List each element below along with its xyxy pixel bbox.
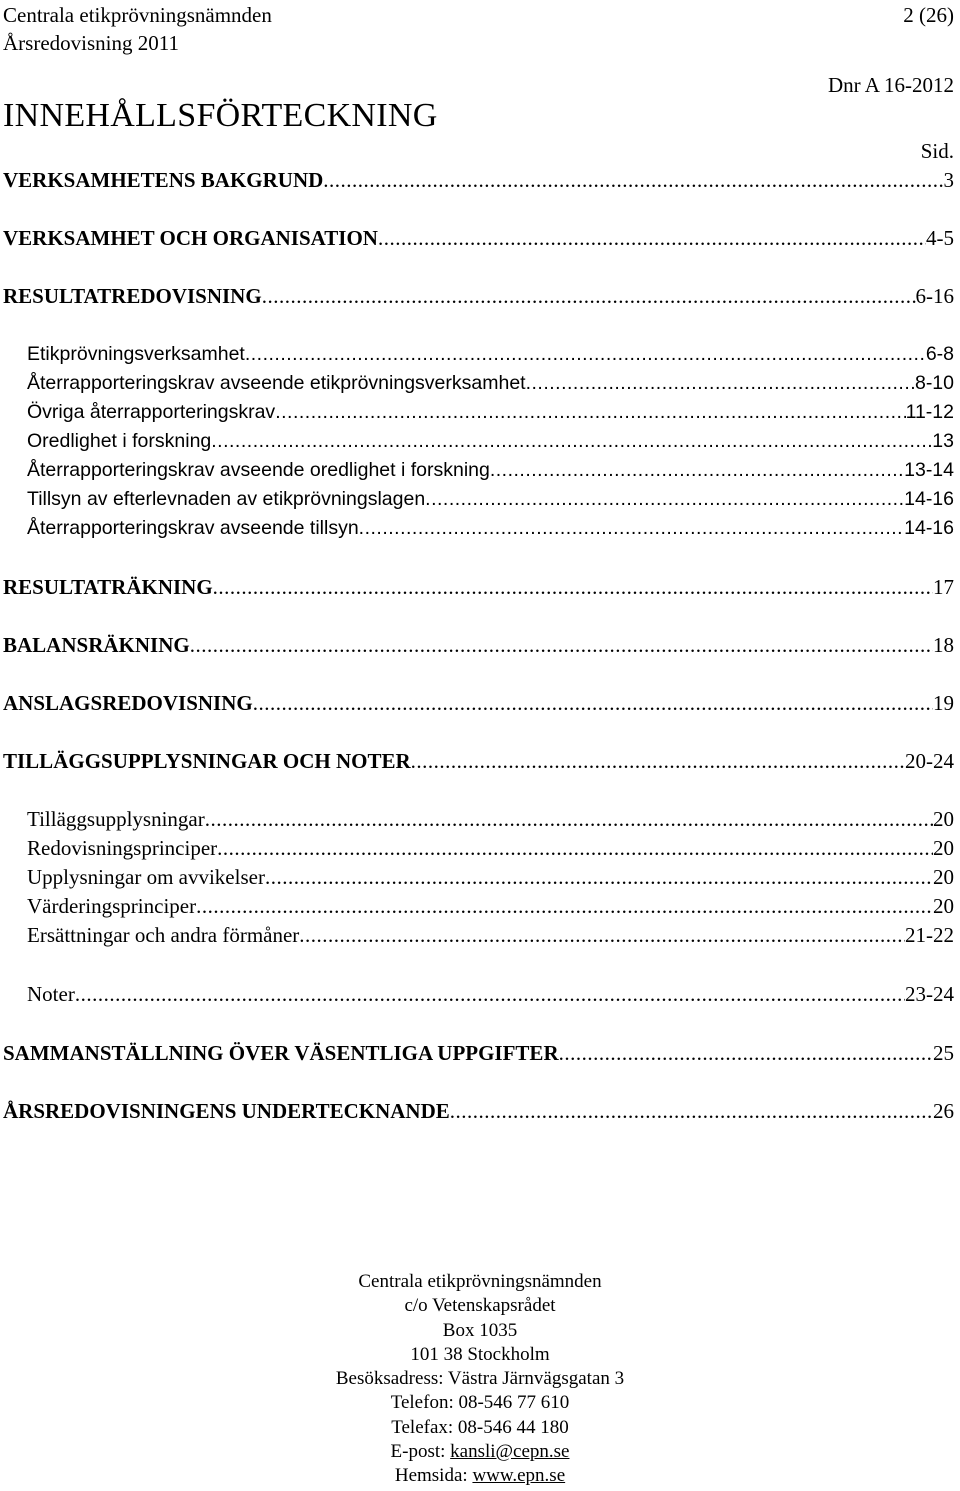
toc-entry-page: 20	[933, 836, 954, 860]
dot-leader	[190, 632, 933, 658]
toc-entry[interactable]	[3, 1040, 954, 1066]
dot-leader	[490, 457, 904, 483]
toc-entry-page: 18	[933, 633, 954, 657]
toc-entry[interactable]	[27, 835, 954, 861]
dot-leader	[265, 864, 933, 890]
toc-entry-label: Återrapporteringskrav avseende oredlighet i forskning	[27, 459, 490, 481]
toc-entry[interactable]	[27, 428, 954, 454]
toc-entry[interactable]	[3, 748, 954, 774]
toc-entry-label: TILLÄGGSUPPLYSNINGAR OCH NOTER	[3, 749, 411, 773]
toc-entry-page: 11-12	[905, 401, 954, 423]
toc-entry-label: ANSLAGSREDOVISNING	[3, 691, 253, 715]
toc-entry-page: 17	[933, 575, 954, 599]
dot-leader	[245, 341, 926, 367]
toc-entry[interactable]	[3, 283, 954, 309]
toc-entry-page: 20	[933, 865, 954, 889]
toc-entry-label: Oredlighet i forskning	[27, 430, 212, 452]
contact-co: c/o Vetenskapsrådet	[404, 1295, 556, 1317]
toc-entry[interactable]	[27, 486, 954, 512]
header-report-title: Årsredovisning 2011	[3, 31, 179, 55]
toc-entry-page: 13	[932, 430, 954, 452]
dot-leader	[323, 167, 943, 193]
contact-box: Box 1035	[442, 1319, 518, 1341]
toc-entry-label: Upplysningar om avvikelser	[27, 865, 265, 889]
dot-leader	[262, 283, 916, 309]
toc-entry[interactable]	[27, 864, 954, 890]
toc-entry[interactable]	[3, 632, 954, 658]
toc-page-column-label: Sid.	[920, 139, 954, 163]
dot-leader	[213, 574, 933, 600]
toc-entry-label: VERKSAMHETENS BAKGRUND	[3, 168, 324, 192]
contact-email-row	[0, 1440, 960, 1464]
toc-entry-label: VERKSAMHET OCH ORGANISATION	[3, 226, 378, 250]
toc-entry-label: BALANSRÄKNING	[3, 633, 190, 657]
header-page-number: 2 (26)	[903, 3, 954, 27]
toc-entry-label: RESULTATRÄKNING	[3, 575, 213, 599]
email-link[interactable]: kansli@cepn.se	[450, 1441, 570, 1463]
toc-entry-page: 6-16	[915, 284, 954, 308]
toc-entry-page: 23-24	[905, 982, 954, 1006]
dot-leader	[299, 922, 905, 948]
toc-entry-label: Tillsyn av efterlevnaden av etikprövningslagen	[27, 488, 426, 510]
dot-leader	[450, 1098, 933, 1124]
contact-web-label: Hemsida:	[394, 1465, 473, 1487]
toc-entry-page: 21-22	[905, 923, 954, 947]
dot-leader	[217, 835, 933, 861]
toc-entry[interactable]	[3, 167, 954, 193]
contact-email-label: E-post:	[390, 1441, 451, 1463]
toc-entry-label: Tilläggsupplysningar	[27, 807, 205, 831]
toc-entry-page: 8-10	[914, 372, 954, 394]
toc-entry-label: Övriga återrapporteringskrav	[27, 401, 276, 423]
header-dnr: Dnr A 16-2012	[828, 73, 954, 97]
toc-entry-label: ÅRSREDOVISNINGENS UNDERTECKNANDE	[3, 1099, 450, 1123]
toc-entry-page: 25	[933, 1041, 954, 1065]
toc-entry-label: RESULTATREDOVISNING	[3, 284, 262, 308]
toc-entry[interactable]	[27, 515, 954, 541]
dot-leader	[75, 981, 905, 1007]
toc-entry[interactable]	[3, 690, 954, 716]
toc-entry[interactable]	[27, 893, 954, 919]
contact-org: Centrala etikprövningsnämnden	[358, 1271, 602, 1292]
toc-entry-page: 13-14	[904, 459, 954, 481]
dot-leader	[559, 1040, 933, 1066]
toc-entry-label: Redovisningsprinciper	[27, 836, 218, 860]
toc-entry[interactable]	[27, 341, 954, 367]
toc-entry[interactable]	[27, 457, 954, 483]
toc-entry-page: 3	[943, 168, 954, 192]
toc-entry-page: 26	[933, 1099, 954, 1123]
website-link[interactable]: www.epn.se	[472, 1465, 566, 1487]
toc-entry[interactable]	[27, 981, 954, 1007]
toc-entry[interactable]	[27, 806, 954, 832]
dot-leader	[411, 748, 905, 774]
dot-leader	[253, 690, 933, 716]
contact-visit-address: Besöksadress: Västra Järnvägsgatan 3	[335, 1368, 625, 1390]
toc-entry-label: Värderingsprinciper	[27, 894, 197, 918]
toc-title: INNEHÅLLSFÖRTECKNING	[3, 97, 438, 134]
dot-leader	[211, 428, 932, 454]
dot-leader	[425, 486, 904, 512]
toc-entry[interactable]	[27, 922, 954, 948]
toc-entry-page: 6-8	[925, 343, 954, 365]
toc-entry-label: Etikprövningsverksamhet	[27, 343, 245, 365]
header-org: Centrala etikprövningsnämnden	[3, 3, 272, 27]
toc-entry-page: 20-24	[905, 749, 954, 773]
toc-entry-page: 20	[933, 807, 954, 831]
toc-entry[interactable]	[3, 574, 954, 600]
toc-entry[interactable]	[3, 225, 954, 251]
contact-postal: 101 38 Stockholm	[410, 1343, 550, 1365]
dot-leader	[378, 225, 926, 251]
toc-entry-label: Återrapporteringskrav avseende etikprövningsverksamhet	[27, 372, 526, 394]
toc-entry[interactable]	[27, 370, 954, 396]
contact-web-row	[0, 1464, 960, 1488]
dot-leader	[526, 370, 915, 396]
toc-entry-page: 19	[933, 691, 954, 715]
toc-entry-label: Noter	[27, 982, 75, 1006]
toc-entry-page: 14-16	[904, 517, 954, 539]
toc-entry[interactable]	[3, 1098, 954, 1124]
dot-leader	[275, 399, 905, 425]
dot-leader	[359, 515, 904, 541]
toc-entry-page: 20	[933, 894, 954, 918]
toc-entry[interactable]	[27, 399, 954, 425]
dot-leader	[205, 806, 933, 832]
toc-entry-page: 4-5	[926, 226, 954, 250]
toc-entry-label: SAMMANSTÄLLNING ÖVER VÄSENTLIGA UPPGIFTER	[3, 1041, 559, 1065]
dot-leader	[196, 893, 933, 919]
toc-entry-label: Återrapporteringskrav avseende tillsyn	[27, 517, 359, 539]
contact-block	[0, 1270, 960, 1489]
toc-entry-page: 14-16	[904, 488, 954, 510]
contact-phone: Telefon: 08-546 77 610	[390, 1392, 570, 1414]
toc-entry-label: Ersättningar och andra förmåner	[27, 923, 300, 947]
contact-fax: Telefax: 08-546 44 180	[391, 1416, 569, 1438]
